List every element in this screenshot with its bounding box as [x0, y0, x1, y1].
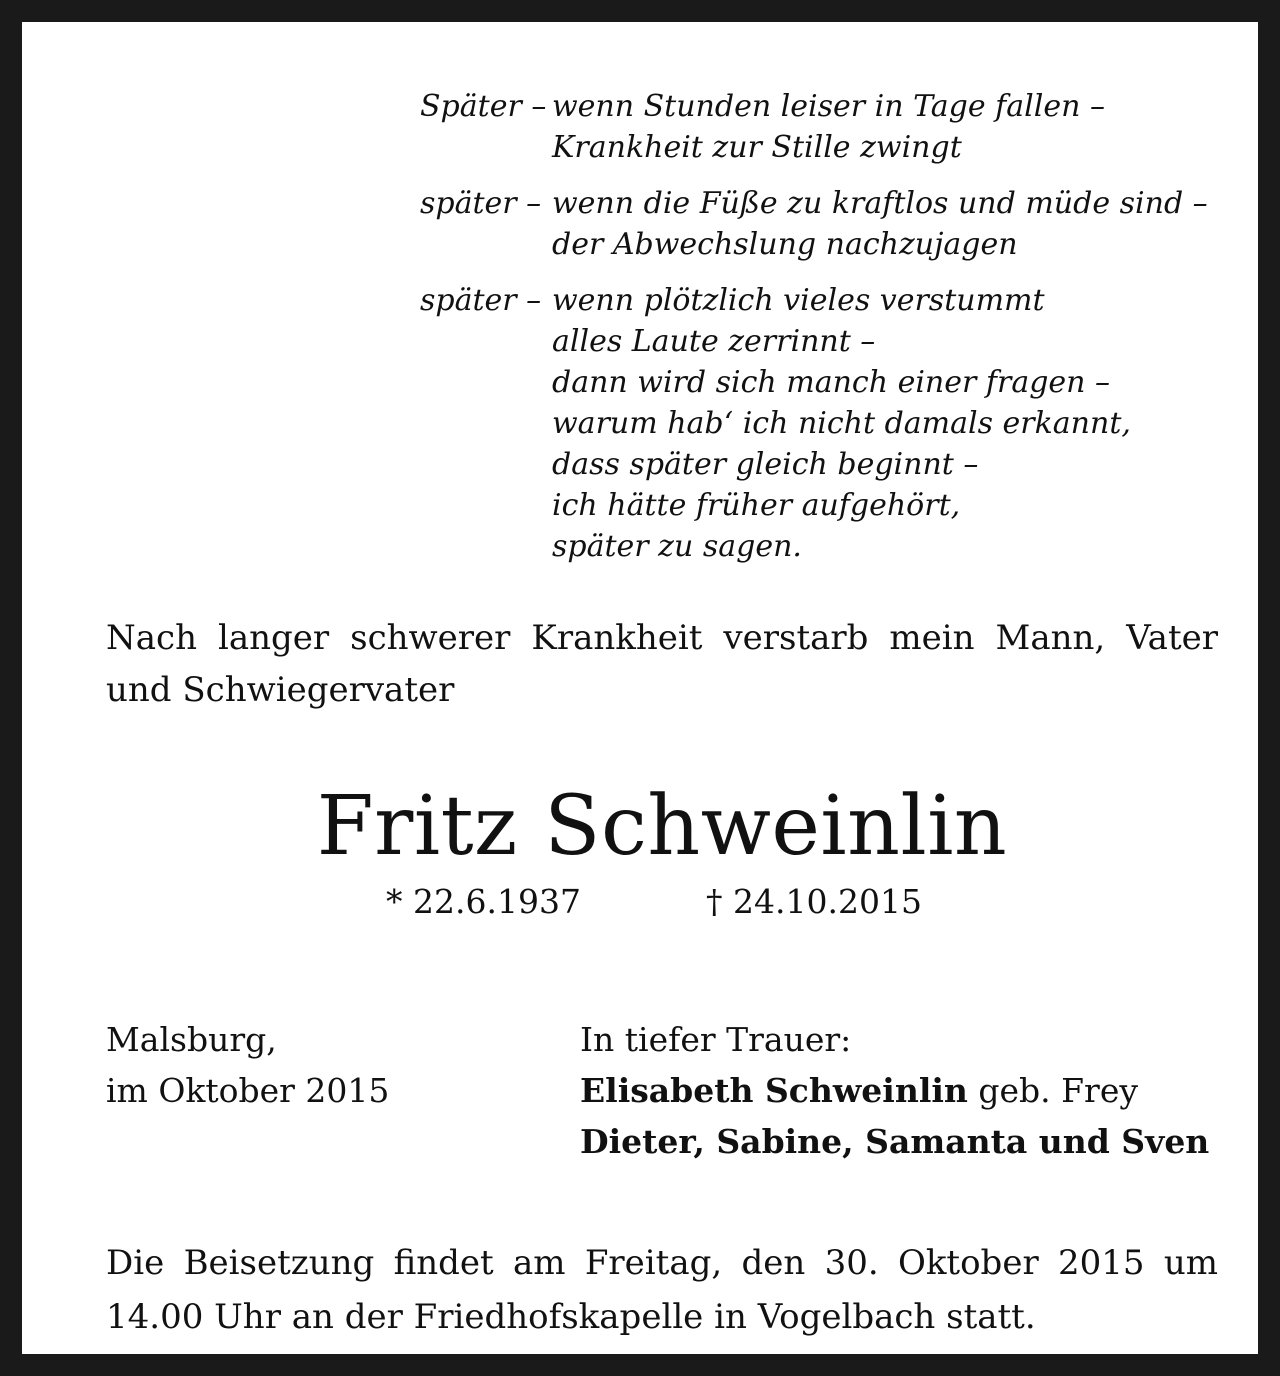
death-date: † 24.10.2015	[706, 882, 922, 921]
poem-line: wenn Stunden leiser in Tage fallen –	[552, 89, 1105, 124]
stanza-lines	[552, 86, 1105, 168]
poem-stanza	[420, 183, 1240, 265]
stanza-lead: später –	[420, 186, 542, 221]
poem-stanza	[420, 280, 1240, 567]
poem-line: warum hab‘ ich nicht damals erkannt,	[552, 406, 1131, 441]
place-line: Malsburg,	[106, 1020, 277, 1059]
poem-line: alles Laute zerrinnt –	[552, 324, 876, 359]
family-names: Dieter, Sabine, Samanta und Sven	[580, 1122, 1210, 1161]
poem-line: wenn plötzlich vieles verstummt	[552, 283, 1045, 318]
poem	[420, 86, 1240, 582]
widow-maiden-name: geb. Frey	[967, 1071, 1138, 1110]
mourners	[580, 1014, 1209, 1167]
intro-text: Nach langer schwerer Krankheit verstarb mein Mann, Vater und Schwiegervater	[106, 618, 1218, 710]
date-line: im Oktober 2015	[106, 1071, 390, 1110]
poem-line: ich hätte früher aufgehört,	[552, 488, 961, 523]
deceased-name: Fritz Schweinlin	[316, 779, 1008, 874]
stanza-lines	[552, 280, 1131, 567]
birth-date: * 22.6.1937	[386, 882, 581, 921]
place-and-date	[106, 1014, 389, 1116]
poem-stanza	[420, 86, 1240, 168]
widow-line	[580, 1065, 1209, 1116]
mourning-heading: In tiefer Trauer:	[580, 1020, 852, 1059]
stanza-lines	[552, 183, 1208, 265]
widow-name: Elisabeth Schweinlin	[580, 1071, 968, 1110]
burial-notice: Die Beisetzung findet am Freitag, den 30. Oktober 2015 um 14.00 Uhr an der Friedhofskapelle in Vogelbach statt.	[106, 1243, 1218, 1337]
poem-line: der Abwechslung nachzujagen	[552, 227, 1018, 262]
poem-line: dann wird sich manch einer fragen –	[552, 365, 1111, 400]
poem-line: wenn die Füße zu kraftlos und müde sind –	[552, 186, 1208, 221]
poem-line: dass später gleich beginnt –	[552, 447, 979, 482]
stanza-lead: Später –	[420, 89, 547, 124]
poem-line: später zu sagen.	[552, 529, 802, 564]
poem-line: Krankheit zur Stille zwingt	[552, 130, 962, 165]
stanza-lead: später –	[420, 283, 542, 318]
